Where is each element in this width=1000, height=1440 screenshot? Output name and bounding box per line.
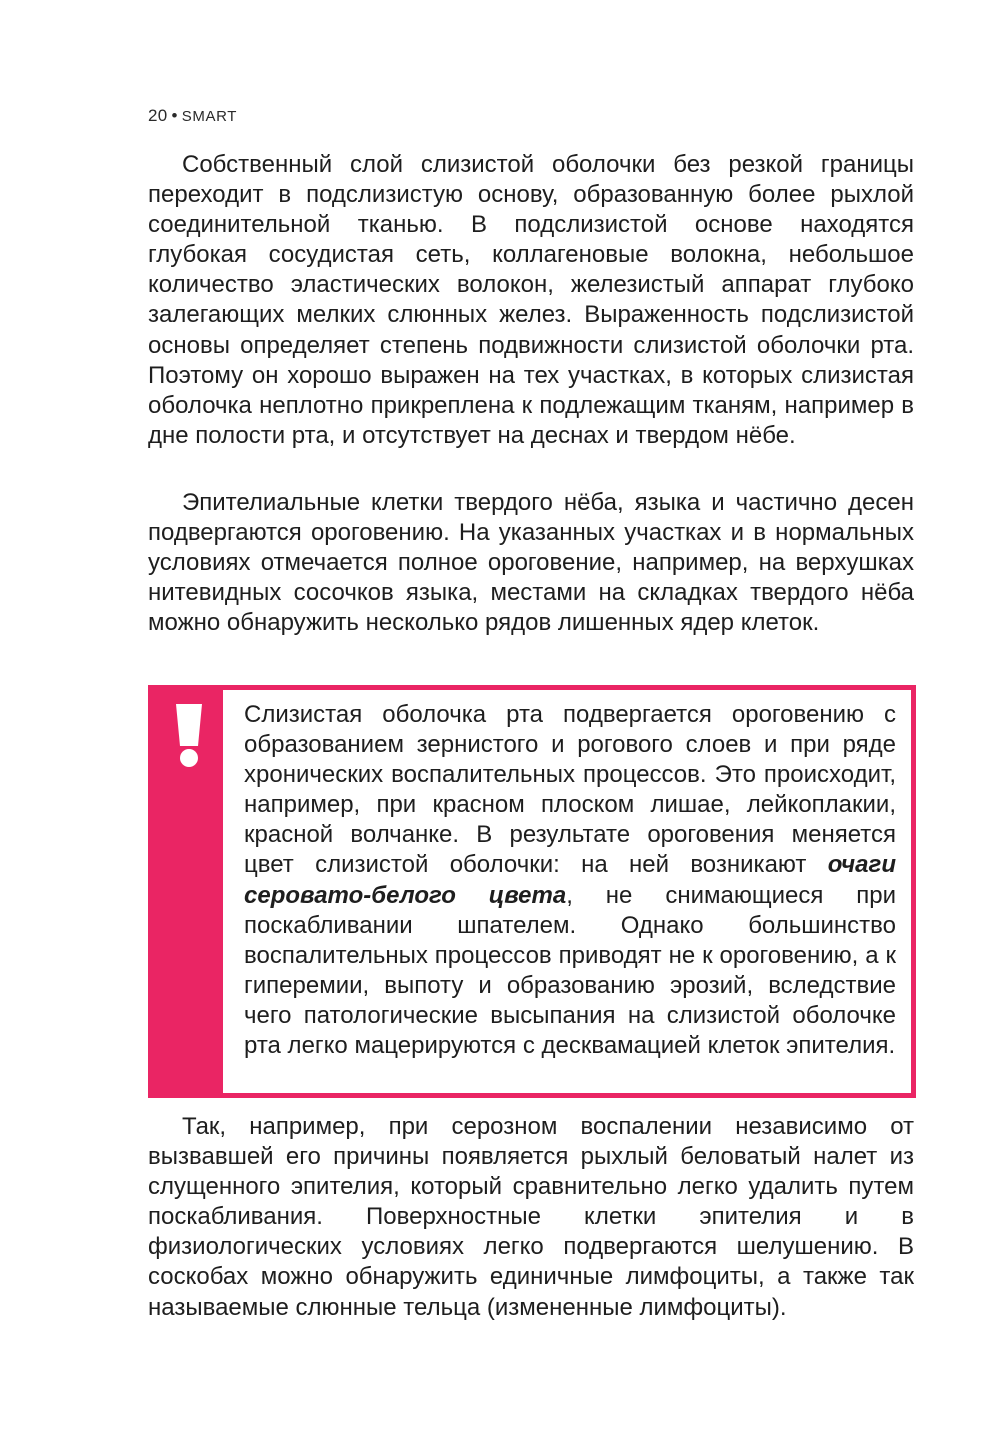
paragraph-submucosa: Собственный слой слизистой оболочки без резкой границы переходит в подслизистую основу, образованную более рыхлой соединительной тканью. В подслизистой основе находятся глубокая сосудистая сеть, коллагеновые волокна, небольшое количество эластических волокон, железистый аппарат глубоко залегающих мелких слюнных желез. Выраженность подслизистой основы определяет степень подвижности слизистой оболочки рта. Поэтому он хорошо выражен на тех участках, в которых слизистая оболочка неплотно прикреплена к подлежащим тканям, например в дне полости рта, и отсутствует на деснах и твердом нёбе. [148, 151, 914, 449]
callout-accent-bar [153, 690, 223, 1093]
running-head [148, 106, 237, 126]
callout-text [244, 700, 896, 1061]
important-note-box [148, 685, 916, 1098]
callout-emphasis: очаги серовато-белого цвета [244, 851, 896, 909]
callout-text-start: Слизистая оболочка рта подвергается ороговению с образованием зернистого и рогового слоев и при ряде хронических воспалительных процессов. Это происходит, например, при красном плоском лишае, лейкоплакии, красной волчанке. В результате ороговения меняется цвет слизистой оболочки: на ней возникают [244, 701, 896, 879]
page-number: 20 [148, 106, 168, 125]
callout-text-end: , не снимающиеся при поскабливании шпателем. Однако большинство воспалительных процессов приводят не к ороговению, а к гиперемии, выпоту и образованию эрозий, вследствие чего патологические высыпания на слизистой оболочке рта легко мацерируются с десквамацией клеток эпителия. [244, 881, 896, 1060]
paragraph-serous-inflammation: Так, например, при серозном воспалении независимо от вызвавшей его причины появляется рыхлый беловатый налет из слущенного эпителия, который сравнительно легко удалить путем поскабливания. Поверхностные клетки эпителия и в физиологических условиях легко подвергаются шелушению. В соскобах можно обнаружить единичные лимфоциты, а также так называемые слюнные тельца (измененные лимфоциты). [148, 1113, 914, 1321]
header-separator: • [171, 106, 178, 125]
paragraph-keratinization: Эпителиальные клетки твердого нёба, языка и частично десен подвергаются ороговению. На указанных участках и в нормальных условиях отмечается полное ороговение, например, на верхушках нитевидных сосочков языка, местами на складках твердого нёба можно обнаружить несколько рядов лишенных ядер клеток. [148, 489, 914, 637]
exclamation-icon [173, 702, 205, 768]
book-series-title: SMART [181, 108, 238, 125]
